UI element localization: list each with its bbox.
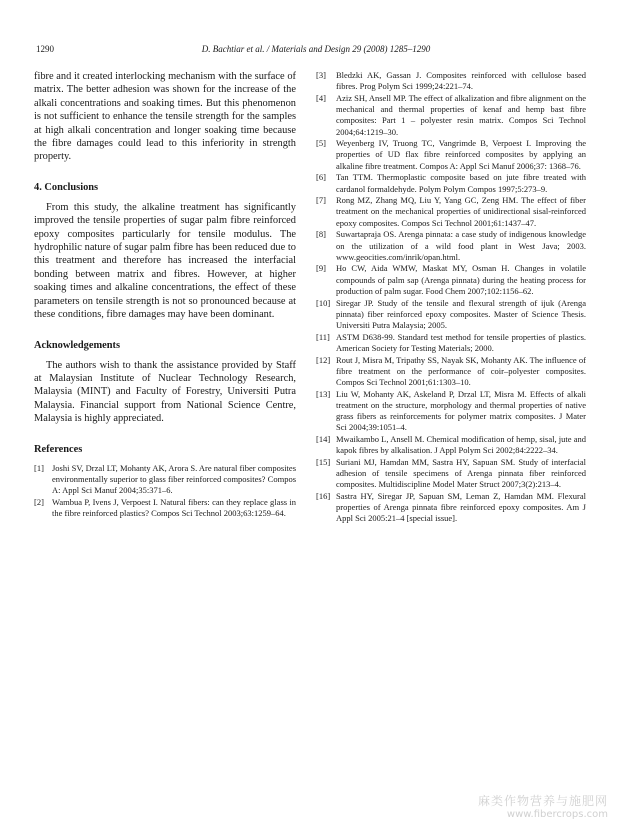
reference-text: Mwaikambo L, Ansell M. Chemical modification of hemp, sisal, jute and kapok fibres by alkalisation. J Appl Polym Sci 2002;84:2222–34. [336,434,586,456]
reference-text: Wambua P, Ivens J, Verpoest I. Natural fibers: can they replace glass in the fibre reinforced plastics? Compos Sci Technol 2003;63:1259–64. [52,496,296,518]
reference-text: Liu W, Mohanty AK, Askeland P, Drzal LT, Misra M. Effects of alkali treatment on the structure, morphology and thermal properties of native grass fibers as reinforcements for polymer matrix composites. J Mater Sci 2004;39:1051–4. [336,388,586,433]
reference-item [316,138,586,172]
watermark-chinese-text: 麻类作物营养与施肥网 [477,794,608,808]
page-number: 1290 [36,44,54,54]
reference-item [316,70,586,92]
reference-item [316,263,586,297]
conclusions-heading: 4. Conclusions [34,181,99,193]
reference-item [316,172,586,194]
site-watermark [478,792,608,820]
reference-number: [11] [316,331,330,342]
reference-number: [13] [316,388,331,399]
reference-number: [7] [316,195,326,206]
reference-text: Aziz SH, Ansell MP. The effect of alkalization and fibre alignment on the mechanical and thermal properties of kenaf and hemp bast fibre composites: Part 1 – polyester resin matrix. Compos Sci Technol 2004;64:1219–30. [336,92,586,137]
reference-text: Suriani MJ, Hamdan MM, Sastra HY, Sapuan SM. Study of interfacial adhesion of tensile specimens of Arenga pinnata fiber reinforced composites. Multidiscipline Model Mater Struct 2007;3(2):213–4. [336,456,586,490]
reference-item [34,463,296,497]
reference-text: Siregar JP. Study of the tensile and flexural strength of ijuk (Arenga pinnata) fiber reinforced epoxy composites. Master of Science Thesis. Universiti Putra Malaysia; 2005. [336,297,586,330]
acknowledgements-paragraph: The authors wish to thank the assistance provided by Staff at Malaysian Institute of Nuclear Technology Research, Malaysia (MINT) and Faculty of Forestry, Universiti Putra Malaysia. Financial support from National Science Centre, Malaysia is highly appreciated. [34,359,296,425]
reference-number: [6] [316,172,326,183]
reference-text: Bledzki AK, Gassan J. Composites reinforced with cellulose based fibres. Prog Polym Sci 1999;24:221–74. [336,70,586,92]
references-list-left [34,463,296,520]
references-heading: References [34,443,83,455]
reference-number: [14] [316,434,331,444]
reference-number: [1] [34,462,44,473]
references-list-right [316,70,586,525]
acknowledgements-heading: Acknowledgements [34,339,121,351]
watermark-url: www.fibercrops.com [506,809,608,820]
reference-text: Suwartapraja OS. Arenga pinnata: a case study of indigenous knowledge on the utilization of a wild food plant in West Java; 2003. www.geocities.com/inrik/opan.html. [336,229,586,262]
reference-text: Sastra HY, Siregar JP, Sapuan SM, Leman Z, Hamdan MM. Flexural properties of Arenga pinnata fibre reinforced epoxy composites. Am J Appl Sci 2005:21–4 [special issue]. [336,491,586,524]
reference-text: Joshi SV, Drzal LT, Mohanty AK, Arora S. Are natural fiber composites environmentally superior to glass fiber reinforced composites? Compos A: Appl Sci Manuf 2004;35:371–6. [52,462,296,495]
reference-item [316,491,586,525]
reference-item [316,389,586,434]
reference-text: Rong MZ, Zhang MQ, Liu Y, Yang GC, Zeng HM. The effect of fiber treatment on the mechanical properties of unidirectional sisal-reinforced epoxy composites. Compos Sci Technol 2001;61:1437–47. [336,195,586,228]
reference-number: [5] [316,138,326,149]
reference-number: [10] [316,297,331,308]
reference-text: Tan TTM. Thermoplastic composite based on jute fibre treated with cardanol formaldehyde. Polym Polym Compos 1997;5:273–9. [336,172,586,194]
reference-item [34,497,296,519]
reference-number: [16] [316,491,331,502]
left-column [34,70,296,520]
continuation-paragraph: fibre and it created interlocking mechanism with the surface of matrix. The better adhesion was shown for the increase of the alkali concentrations and soaking times. But this phenomenon is not sufficient to enhance the tensile strength for the samples at high alkali concentration and longer soaking time because the fibre damages could lead to this inferiority in strength property. [34,71,296,163]
reference-item [316,457,586,491]
reference-item [316,229,586,263]
reference-item [316,332,586,354]
reference-text: ASTM D638-99. Standard test method for tensile properties of plastics. American Society for Testing Materials; 2000. [336,331,586,353]
reference-number: [9] [316,263,326,274]
conclusions-paragraph: From this study, the alkaline treatment has significantly improved the tensile properties of sugar palm fibre reinforced epoxy composites particularly for tensile modulus. The hydrophilic nature of sugar palm fibre has been reduced due to this treatment and therefore has increased the interfacial bonding between matrix and fibres. However, at higher soaking times and alkaline concentrations, the effect of these parameters on tensile strength is not so pronounced because at these conditions, fibre damages may have been dominant. [34,201,296,321]
reference-text: Rout J, Misra M, Tripathy SS, Nayak SK, Mohanty AK. The influence of fibre treatment on the performance of coir–polyester composites. Compos Sci Technol 2001;61:1303–10. [336,354,586,387]
reference-number: [8] [316,229,326,240]
reference-number: [15] [316,456,331,467]
right-column [316,70,586,525]
reference-number: [2] [34,496,44,507]
reference-item [316,93,586,138]
reference-item [316,434,586,456]
reference-text: Weyenberg IV, Truong TC, Vangrimde B, Verpoest I. Improving the properties of UD flax fibre reinforced composites by applying an alkaline fibre treatment. Compos A: Appl Sci Manuf 2006;37: 1368–76. [336,138,586,171]
reference-number: [4] [316,92,326,103]
reference-text: Ho CW, Aida WMW, Maskat MY, Osman H. Changes in volatile compounds of palm sap (Arenga pinnata) during the heating process for production of palm sugar. Food Chem 2007;102:1156–62. [336,263,586,296]
reference-item [316,298,586,332]
reference-number: [12] [316,354,331,365]
reference-number: [3] [316,70,326,80]
reference-item [316,195,586,229]
running-title: D. Bachtiar et al. / Materials and Design 29 (2008) 1285–1290 [201,44,431,54]
reference-item [316,355,586,389]
